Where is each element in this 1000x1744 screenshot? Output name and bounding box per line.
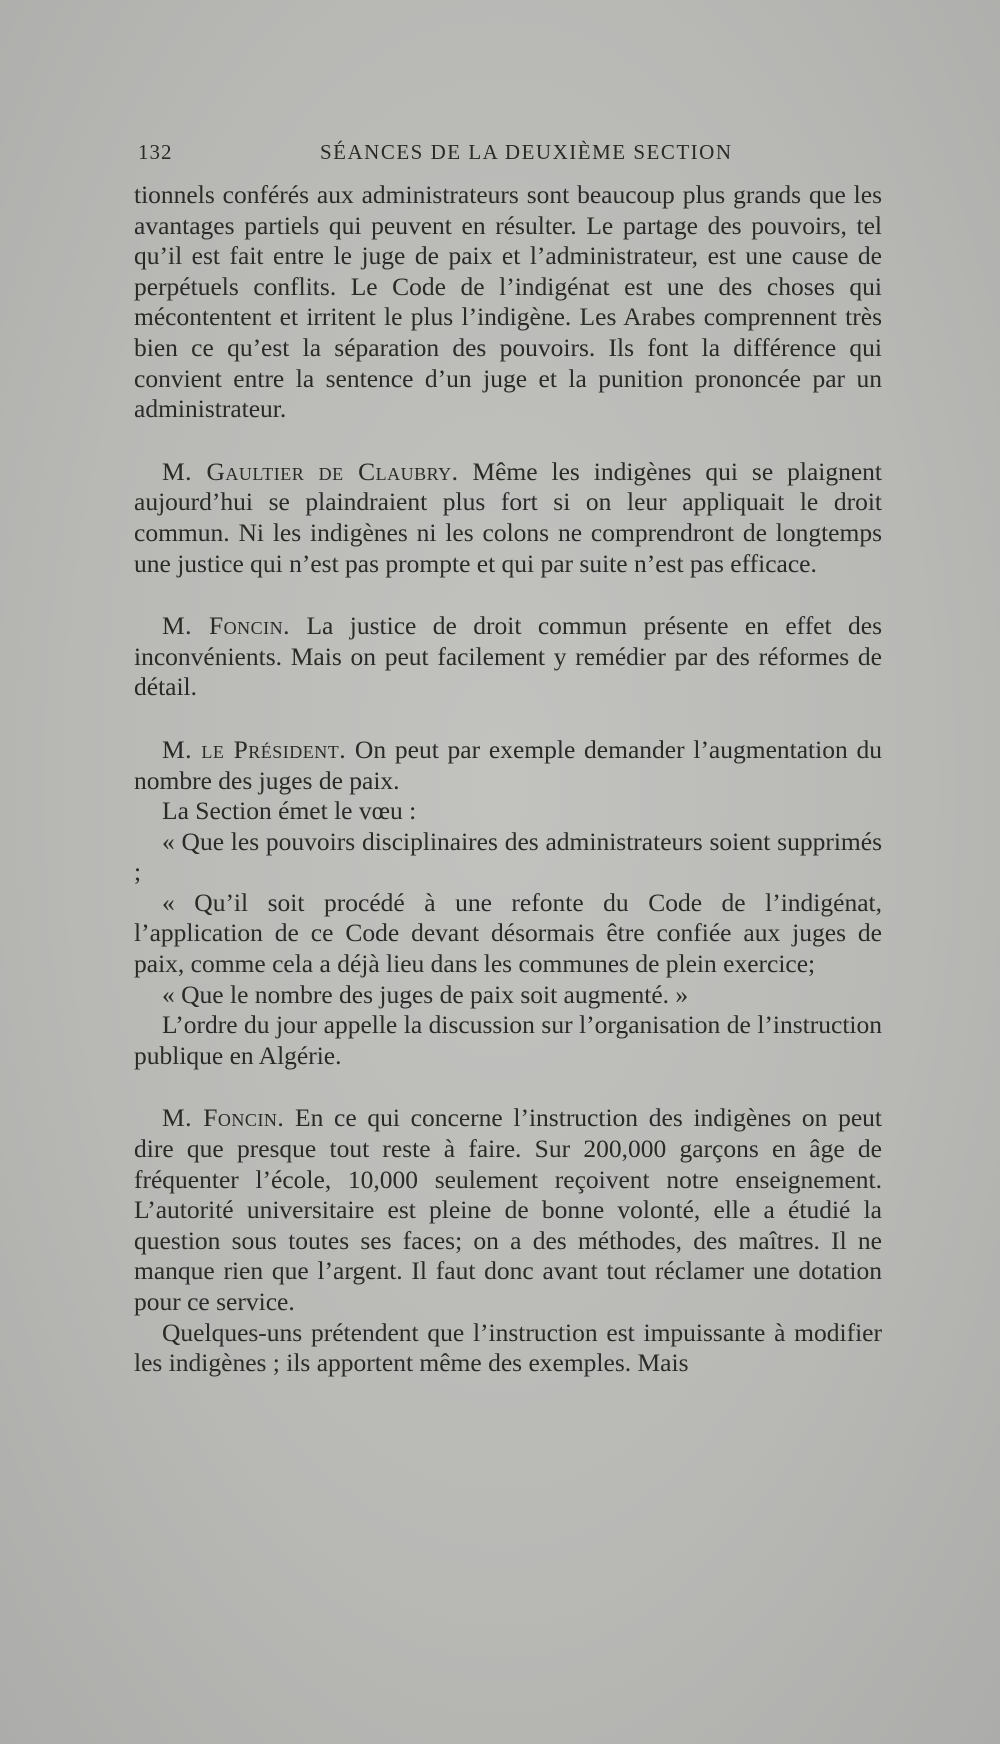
paragraph-text: « Que le nombre des juges de paix soit augmenté. » <box>162 979 689 1009</box>
paragraph-text: Quelques-uns prétendent que l’instruction est impuissante à modifier les indigènes ; ils apportent même des exemples. Mais <box>134 1317 882 1378</box>
paragraph-text: « Qu’il soit procédé à une refonte du Code de l’indigénat, l’application de ce Code devant désormais être confiée aux juges de paix, comme cela a déjà lieu dans les communes de plein exercice; <box>134 887 882 979</box>
paragraph-voeu-item <box>134 980 882 1011</box>
paragraph-text: Même les indigènes qui se plaignent aujourd’hui se plaindraient plus fort si on leur appliquait le droit commun. Ni les indigènes ni les colons ne comprendront de longtemps une justice qui n’est pas prompte et qui par suite n’est pas efficace. <box>134 456 882 578</box>
paragraph-president <box>134 735 882 796</box>
paragraph-text: La justice de droit commun présente en effet des inconvénients. Mais on peut facilement y remédier par des réformes de détail. <box>134 611 882 702</box>
paragraph-continuation <box>134 180 882 425</box>
speaker-name: M. le Président. <box>162 734 347 764</box>
paragraph-text: La Section émet le vœu : <box>162 796 417 826</box>
speaker-name: M. Foncin. <box>162 1103 285 1133</box>
speaker-name: M. Foncin. <box>162 611 291 641</box>
speaker-name: M. Gaultier de Claubry. <box>162 456 459 486</box>
paragraph-text: tionnels conférés aux administrateurs sont beaucoup plus grands que les avantages partiels qui peuvent en résulter. Le partage des pouvoirs, tel qu’il est fait entre le juge de paix et l’administrateur, est une cause de perpétuels conflits. Le Code de l’indigénat est une des choses qui mécontentent et irritent le plus l’indigène. Les Arabes comprennent très bien ce qu’est la séparation des pouvoirs. Ils font la différence qui convient entre la sentence d’un juge et la punition prononcée par un administrateur. <box>134 180 882 424</box>
paragraph-ordre-du-jour <box>134 1010 882 1071</box>
paragraph-foncin-instruction <box>134 1103 882 1317</box>
page-number: 132 <box>138 140 173 164</box>
paragraph-quelques-uns <box>134 1318 882 1379</box>
paragraph-text: En ce qui concerne l’instruction des indigènes on peut dire que presque tout reste à faire. Sur 200,000 garçons en âge de fréquenter l’école, 10,000 seulement reçoivent notre enseignement. L’autorité universitaire est pleine de bonne volonté, elle a étudié la question sous toutes ses faces; on a des méthodes, des maîtres. Il ne manque rien que l’argent. Il faut donc avant tout réclamer une dotation pour ce service. <box>134 1103 882 1316</box>
paragraph-voeu-item <box>134 827 882 888</box>
body-text <box>134 180 882 1379</box>
paragraph-text: On peut par exemple demander l’augmentation du nombre des juges de paix. <box>134 734 883 795</box>
paragraph-gaultier-de-claubry <box>134 457 882 579</box>
paragraph-text: « Que les pouvoirs disciplinaires des administrateurs soient supprimés ; <box>134 826 882 887</box>
running-head: SÉANCES DE LA DEUXIÈME SECTION <box>320 140 733 164</box>
page-header <box>138 140 880 170</box>
paragraph-voeu-intro <box>134 796 882 827</box>
paragraph-foncin <box>134 611 882 703</box>
paragraph-voeu-item <box>134 888 882 980</box>
paragraph-text: L’ordre du jour appelle la discussion sur l’organisation de l’instruction publique en Algérie. <box>134 1010 882 1070</box>
